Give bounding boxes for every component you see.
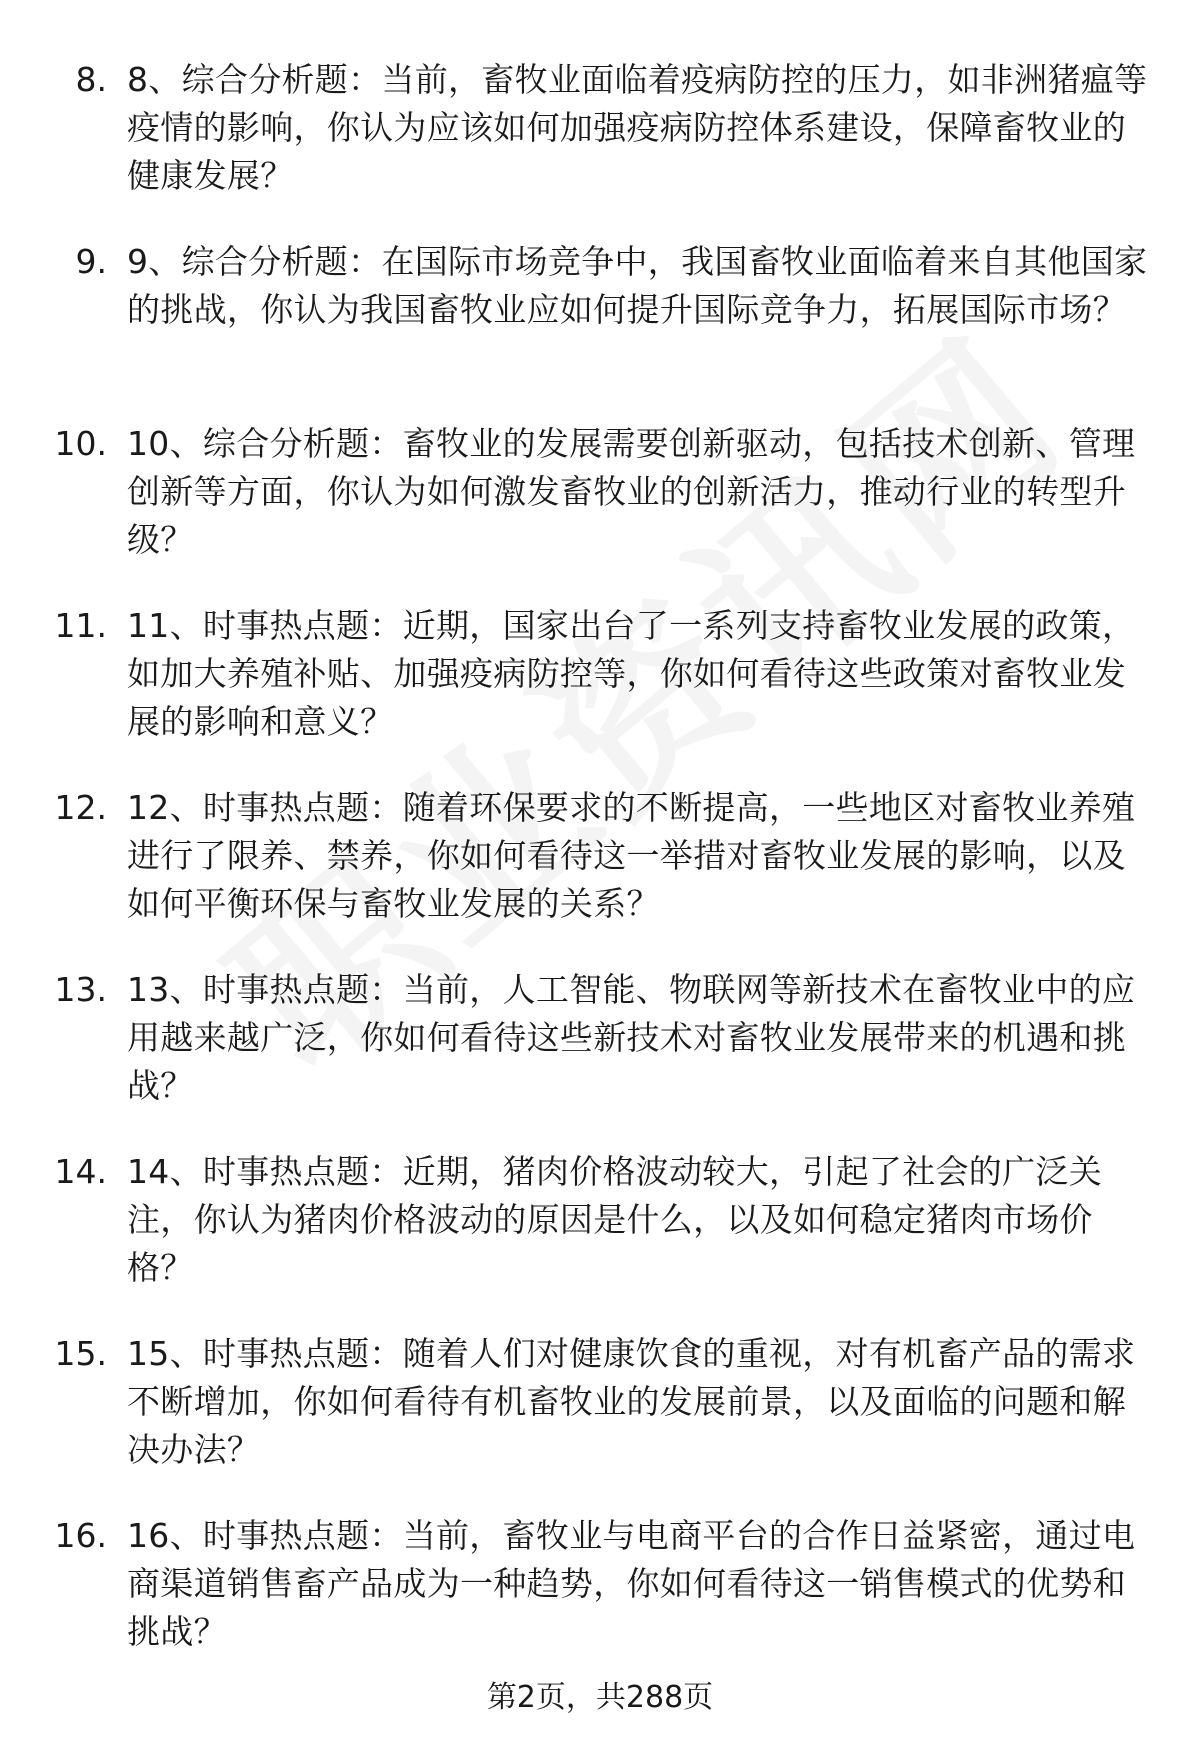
question-item [0,1330,1200,1512]
question-number: 13. [54,970,107,1009]
question-number: 10. [54,424,107,463]
question-item [0,966,1200,1148]
question-item [0,238,1200,420]
question-list [0,56,1200,1694]
question-item [0,1148,1200,1330]
question-number: 9. [75,242,107,281]
question-text: 8、综合分析题：当前，畜牧业面临着疫病防控的压力，如非洲猪瘟等疫情的影响，你认为应该如何加强疫病防控体系建设，保障畜牧业的健康发展？ [127,60,1148,195]
question-item [0,602,1200,784]
question-item [0,1512,1200,1694]
question-number: 12. [54,788,107,827]
question-text: 16、时事热点题：当前，畜牧业与电商平台的合作日益紧密，通过电商渠道销售畜产品成为一种趋势，你如何看待这一销售模式的优势和挑战？ [127,1516,1136,1651]
question-text: 11、时事热点题：近期，国家出台了一系列支持畜牧业发展的政策，如加大养殖补贴、加强疫病防控等，你如何看待这些政策对畜牧业发展的影响和意义？ [127,606,1136,741]
page-footer: 第2页，共288页 [486,1680,714,1715]
question-number: 8. [75,60,107,99]
question-number: 11. [54,606,107,645]
question-text: 12、时事热点题：随着环保要求的不断提高，一些地区对畜牧业养殖进行了限养、禁养，你如何看待这一举措对畜牧业发展的影响，以及如何平衡环保与畜牧业发展的关系？ [127,788,1136,923]
question-item [0,420,1200,602]
question-item [0,784,1200,966]
question-number: 16. [54,1516,107,1555]
question-text: 9、综合分析题：在国际市场竞争中，我国畜牧业面临着来自其他国家的挑战，你认为我国畜牧业应如何提升国际竞争力，拓展国际市场？ [127,242,1148,329]
question-text: 13、时事热点题：当前，人工智能、物联网等新技术在畜牧业中的应用越来越广泛，你如何看待这些新技术对畜牧业发展带来的机遇和挑战？ [127,970,1136,1105]
question-item [0,56,1200,238]
question-number: 14. [54,1152,107,1191]
question-text: 10、综合分析题：畜牧业的发展需要创新驱动，包括技术创新、管理创新等方面，你认为如何激发畜牧业的创新活力，推动行业的转型升级？ [127,424,1136,559]
question-text: 14、时事热点题：近期，猪肉价格波动较大，引起了社会的广泛关注，你认为猪肉价格波动的原因是什么，以及如何稳定猪肉市场价格？ [127,1152,1102,1287]
question-text: 15、时事热点题：随着人们对健康饮食的重视，对有机畜产品的需求不断增加，你如何看待有机畜牧业的发展前景，以及面临的问题和解决办法？ [127,1334,1136,1469]
question-number: 15. [54,1334,107,1373]
